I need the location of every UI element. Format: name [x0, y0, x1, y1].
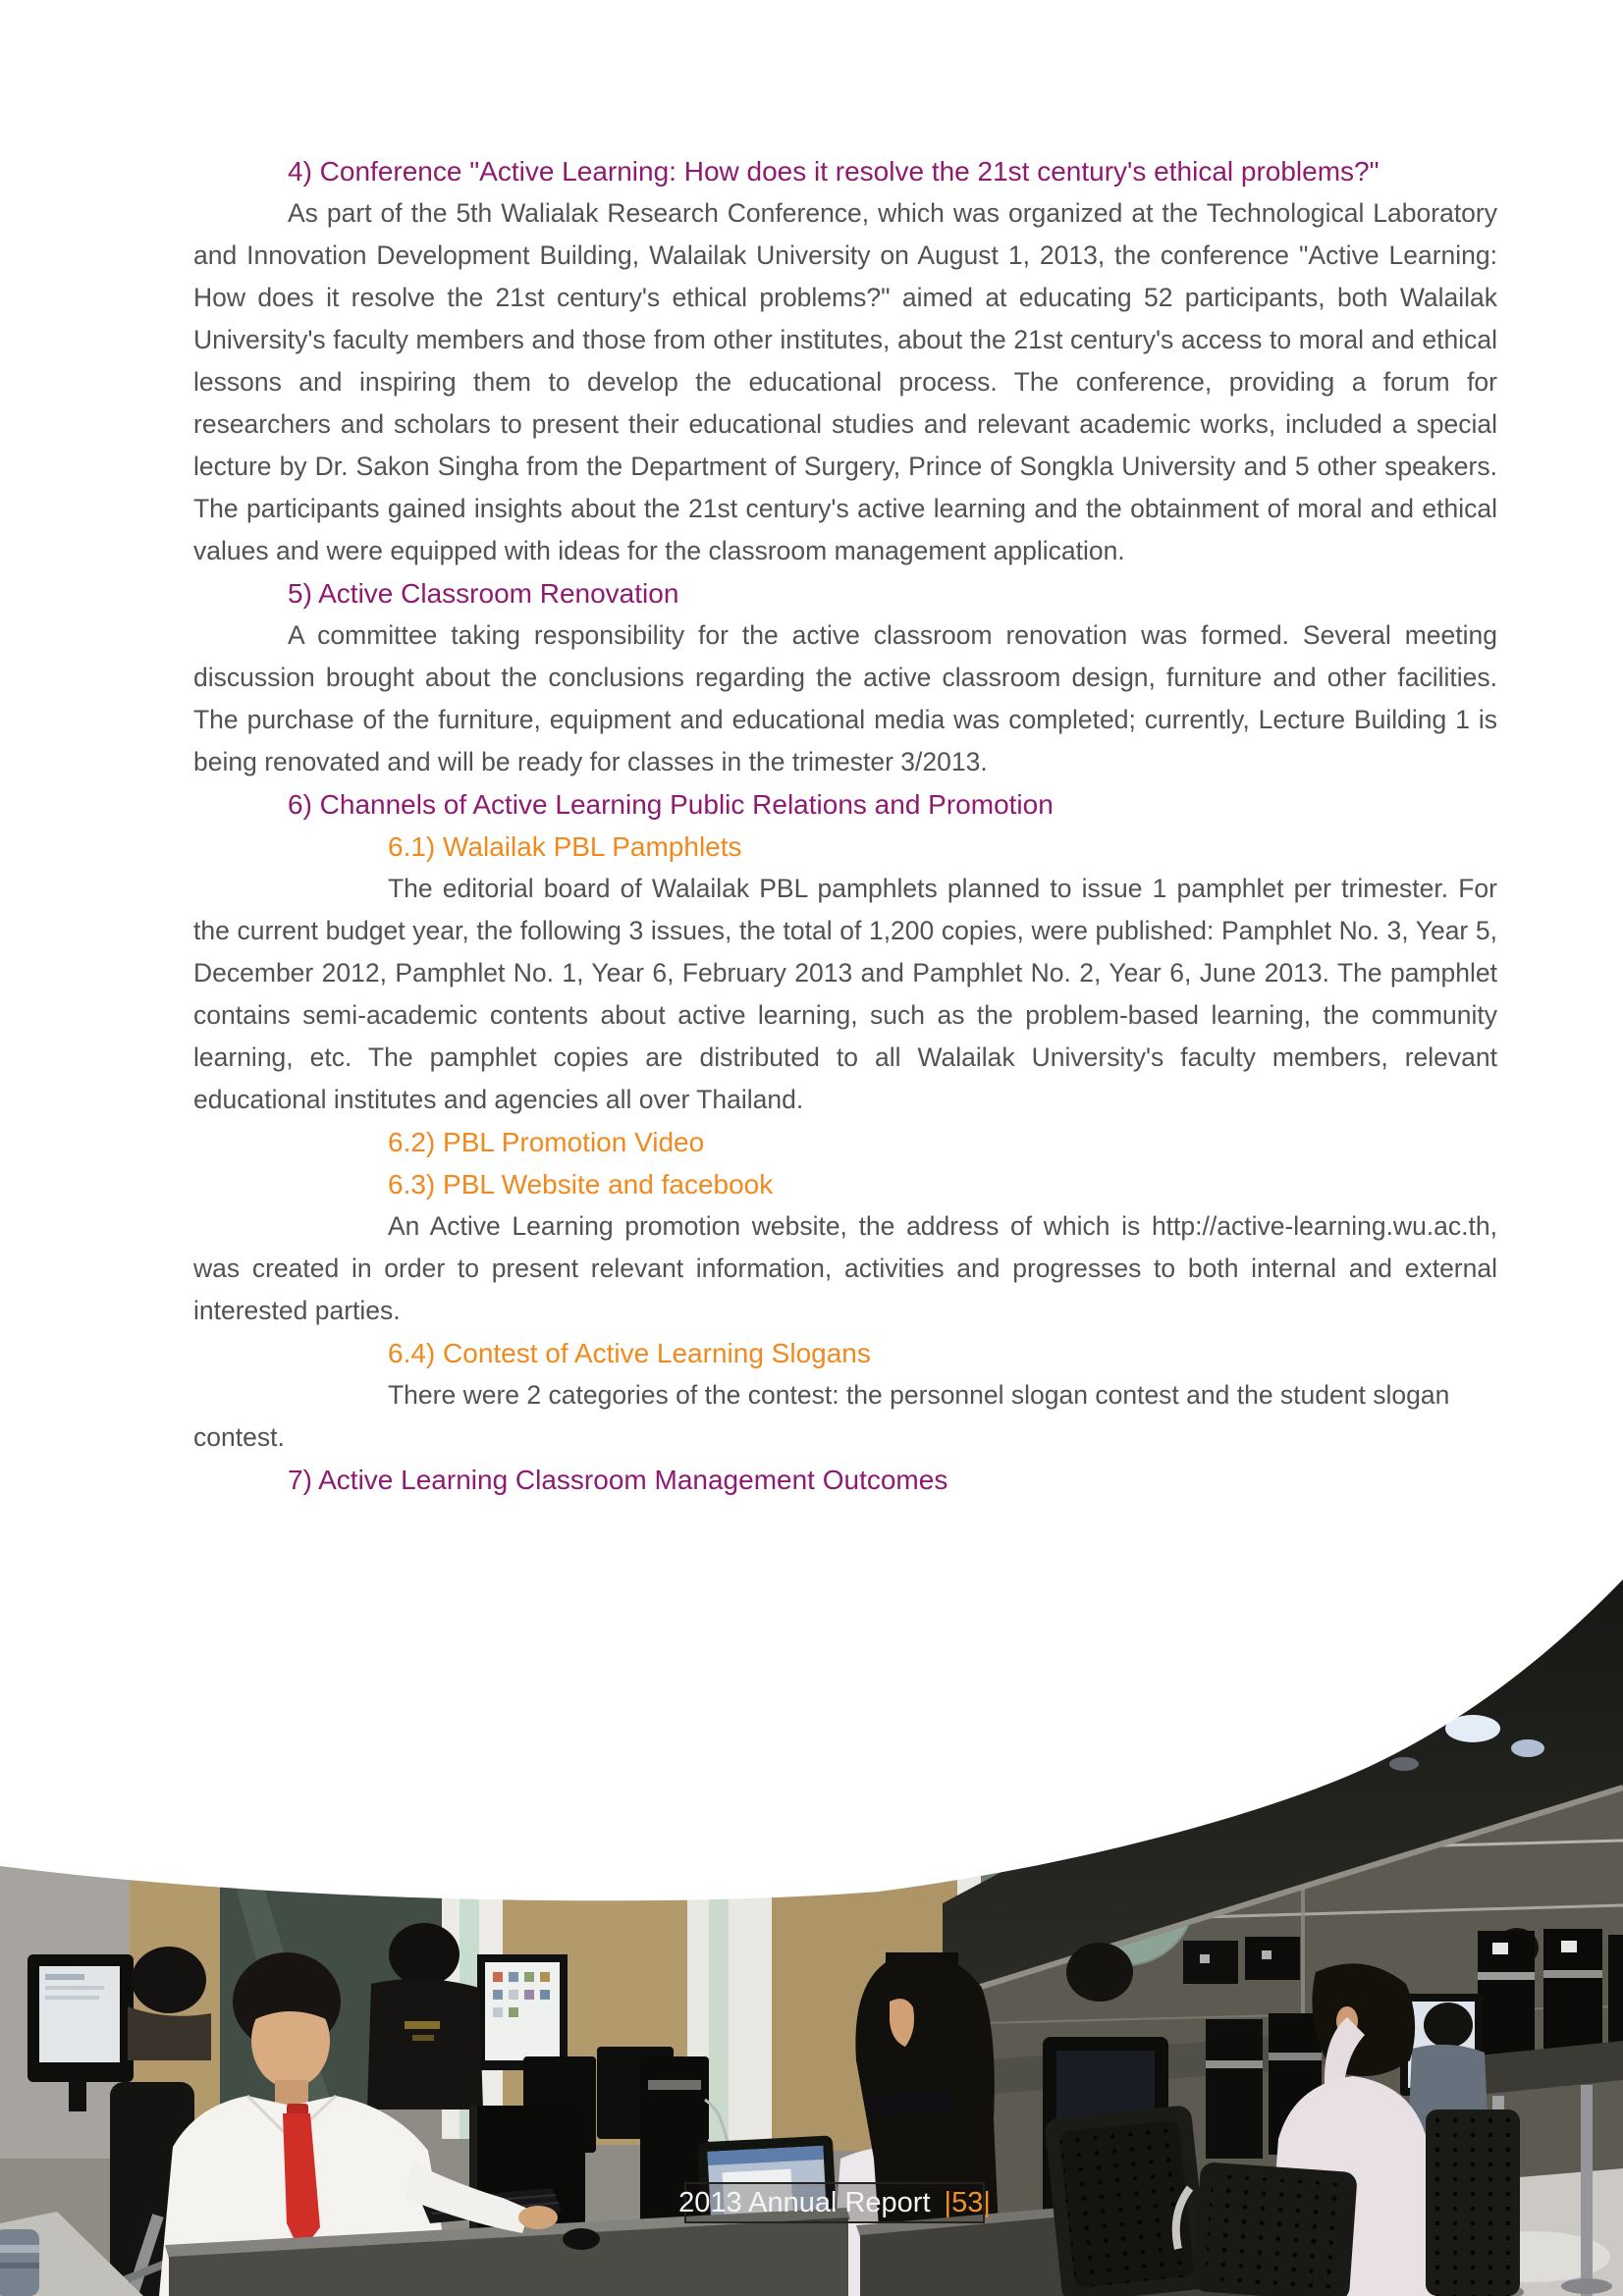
section-6-1-heading: 6.1) Walailak PBL Pamphlets — [388, 831, 742, 862]
ceiling-light — [1511, 1739, 1544, 1757]
section-6-1-paragraph: The editorial board of Walailak PBL pamphlets planned to issue 1 pamphlet per trimester. For the current budget year, the following 3 issues, the total of 1,200 copies, were published: Pamphlet No. 3, Year 5, December 2012, Pamphlet No. 1, Year 6, February 2013 and Pamphlet No. 2, Year 6, June 2013. The pamphlet contains semi-academic contents about active learning, such as the problem-based learning, the community learning, etc. The pamphlet copies are distributed to all Walailak University's faculty members, relevant educational institutes and agencies all over Thailand. — [193, 874, 1497, 1114]
section-6-heading: 6) Channels of Active Learning Public Relations and Promotion — [288, 789, 1054, 820]
section-5-paragraph: A committee taking responsibility for the active classroom renovation was formed. Several meeting discussion brought about the conclusions regarding the active classroom design, furniture and other facilities. The purchase of the furniture, equipment and educational media was completed; currently, Lecture Building 1 is being renovated and will be ready for classes in the trimester 3/2013. — [193, 620, 1497, 776]
section-7-heading: 7) Active Learning Classroom Management Outcomes — [288, 1465, 948, 1495]
section-6-4-heading: 6.4) Contest of Active Learning Slogans — [388, 1338, 871, 1368]
section-6-2-heading: 6.2) PBL Promotion Video — [388, 1127, 705, 1157]
computer-lab-photo — [0, 1511, 1623, 2296]
page-content — [193, 150, 1497, 1728]
section-4-paragraph: As part of the 5th Walialak Research Conference, which was organized at the Technological Laboratory and Innovation Development Building, Walailak University on August 1, 2013, the conference "Active Learning: How does it resolve the 21st century's ethical problems?" aimed at educating 52 participants, both Walailak University's faculty members and those from other institutes, about the 21st century's access to moral and ethical lessons and inspiring them to develop the educational process. The conference, providing a forum for researchers and scholars to present their educational studies and relevant academic works, included a special lecture by Dr. Sakon Singha from the Department of Surgery, Prince of Songkla University and 5 other speakers. The participants gained insights about the 21st century's active learning and the obtainment of moral and ethical values and were equipped with ideas for the classroom management application. — [193, 198, 1497, 565]
section-5-heading: 5) Active Classroom Renovation — [288, 578, 679, 609]
footer-title: 2013 Annual Report — [678, 2186, 931, 2218]
section-6-4-paragraph: There were 2 categories of the contest: the personnel slogan contest and the student slogan contest. — [193, 1380, 1450, 1452]
ceiling-light — [1389, 1757, 1419, 1771]
section-4-heading: 4) Conference "Active Learning: How does it resolve the 21st century's ethical problems?" — [288, 156, 1380, 187]
icons-screen-monitor — [477, 1954, 568, 2070]
student-head — [1066, 1943, 1133, 2002]
footer-page-number: |53| — [944, 2186, 991, 2218]
page-footer — [678, 2182, 991, 2223]
section-6-3-heading: 6.3) PBL Website and facebook — [388, 1169, 774, 1200]
section-6-3-paragraph: An Active Learning promotion website, the address of which is http://active-learning.wu.ac.th, was created in order to present relevant information, activities and progresses to both internal and external interested parties. — [193, 1211, 1497, 1325]
computer-lab-photo-illustration — [0, 1511, 1623, 2296]
